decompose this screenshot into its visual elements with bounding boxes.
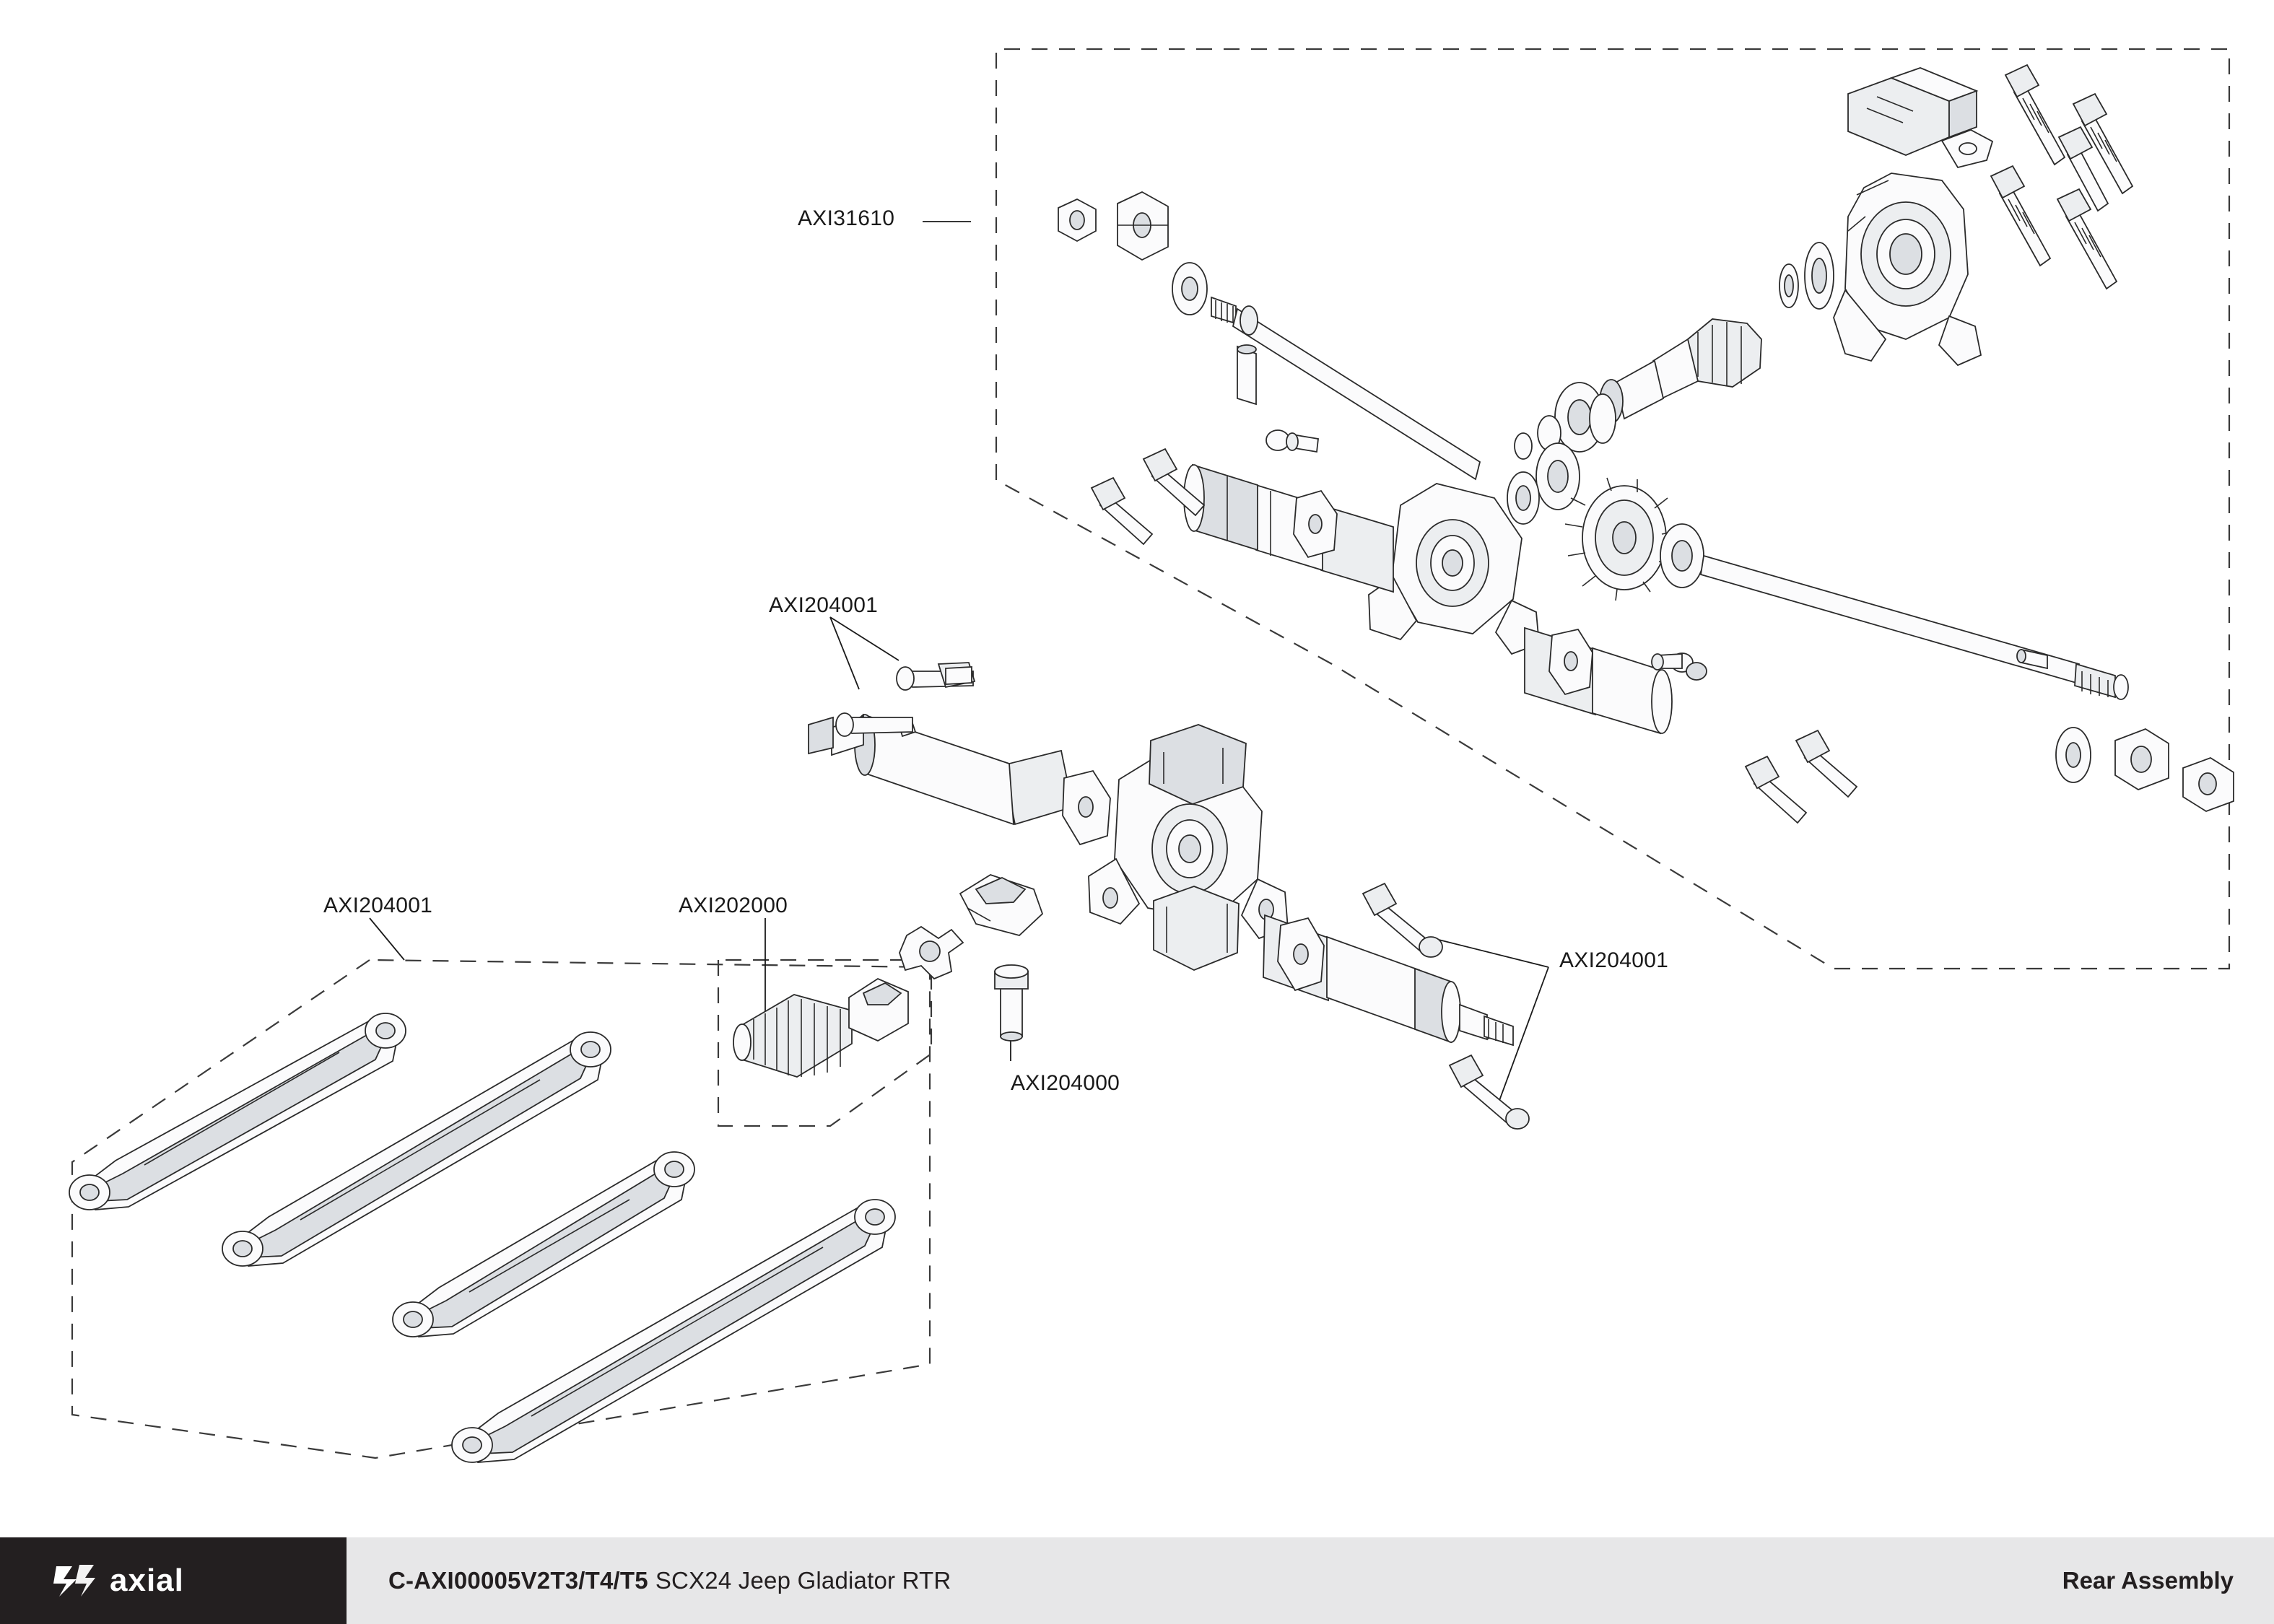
screw-main-right-a (1363, 883, 1442, 957)
kit-name: SCX24 Jeep Gladiator RTR (655, 1567, 951, 1594)
suspension-link-3 (393, 1152, 694, 1337)
kit-title-block (347, 1537, 1754, 1624)
kit-code: C-AXI00005V2T3/T4/T5 (388, 1567, 648, 1594)
suspension-links-group (69, 1013, 895, 1462)
u-joint-cross (899, 927, 963, 979)
callout-axi202000 (679, 894, 788, 918)
brake-caliper-part (1848, 68, 1992, 167)
axle-knuckle-right (1834, 173, 1981, 365)
screw-main-upper-b (836, 713, 912, 736)
brand-wordmark: axial (110, 1563, 184, 1598)
callout-axi31610 (798, 206, 894, 231)
footer-bar (0, 1537, 2274, 1624)
axial-logo (52, 1560, 184, 1601)
small-pin-upper (1237, 345, 1256, 404)
screw-main-upper-a (897, 663, 975, 690)
screw-pair-lower-right (1746, 730, 1857, 823)
callout-label: AXI202000 (679, 894, 788, 917)
callout-axi204001-right (1559, 948, 1668, 973)
callout-label: AXI204001 (323, 894, 433, 917)
screw-main-right-b (1450, 1055, 1529, 1129)
callout-label: AXI31610 (798, 206, 895, 230)
pinion-bearing (1660, 524, 1704, 588)
wheel-hex-and-nut-right (2056, 728, 2234, 811)
rear-axle-shaft (1701, 556, 2128, 699)
axial-mark-icon (52, 1560, 97, 1601)
ring-gear (1565, 478, 1676, 601)
callout-axi204001-left (323, 894, 432, 918)
brand-block (0, 1537, 347, 1624)
assembly-name: Rear Assembly (1754, 1537, 2274, 1624)
callout-label: AXI204001 (769, 593, 879, 617)
driveshaft-spline (733, 979, 908, 1077)
left-tube-link-mount (1063, 771, 1110, 844)
bearing-set-upper (1779, 243, 1834, 309)
cv-axle-shaft-upper (1515, 319, 1761, 459)
driveshaft-yoke (960, 875, 1042, 935)
callout-axi204000 (1011, 1071, 1120, 1096)
axle-assembly-upper (1058, 65, 2234, 823)
axi204000-screw (995, 965, 1028, 1041)
diff-cover (1154, 886, 1239, 970)
callout-label: AXI204000 (1011, 1071, 1120, 1095)
screw-left-of-housing-b (1092, 478, 1152, 544)
callout-axi204001-upper (769, 593, 878, 618)
small-screw-upper-housing (1266, 430, 1318, 452)
suspension-link-4 (452, 1200, 895, 1462)
callout-label: AXI204001 (1559, 948, 1669, 972)
screw-cluster-top-right (1991, 65, 2133, 289)
axle-assembly-main (733, 663, 1529, 1129)
